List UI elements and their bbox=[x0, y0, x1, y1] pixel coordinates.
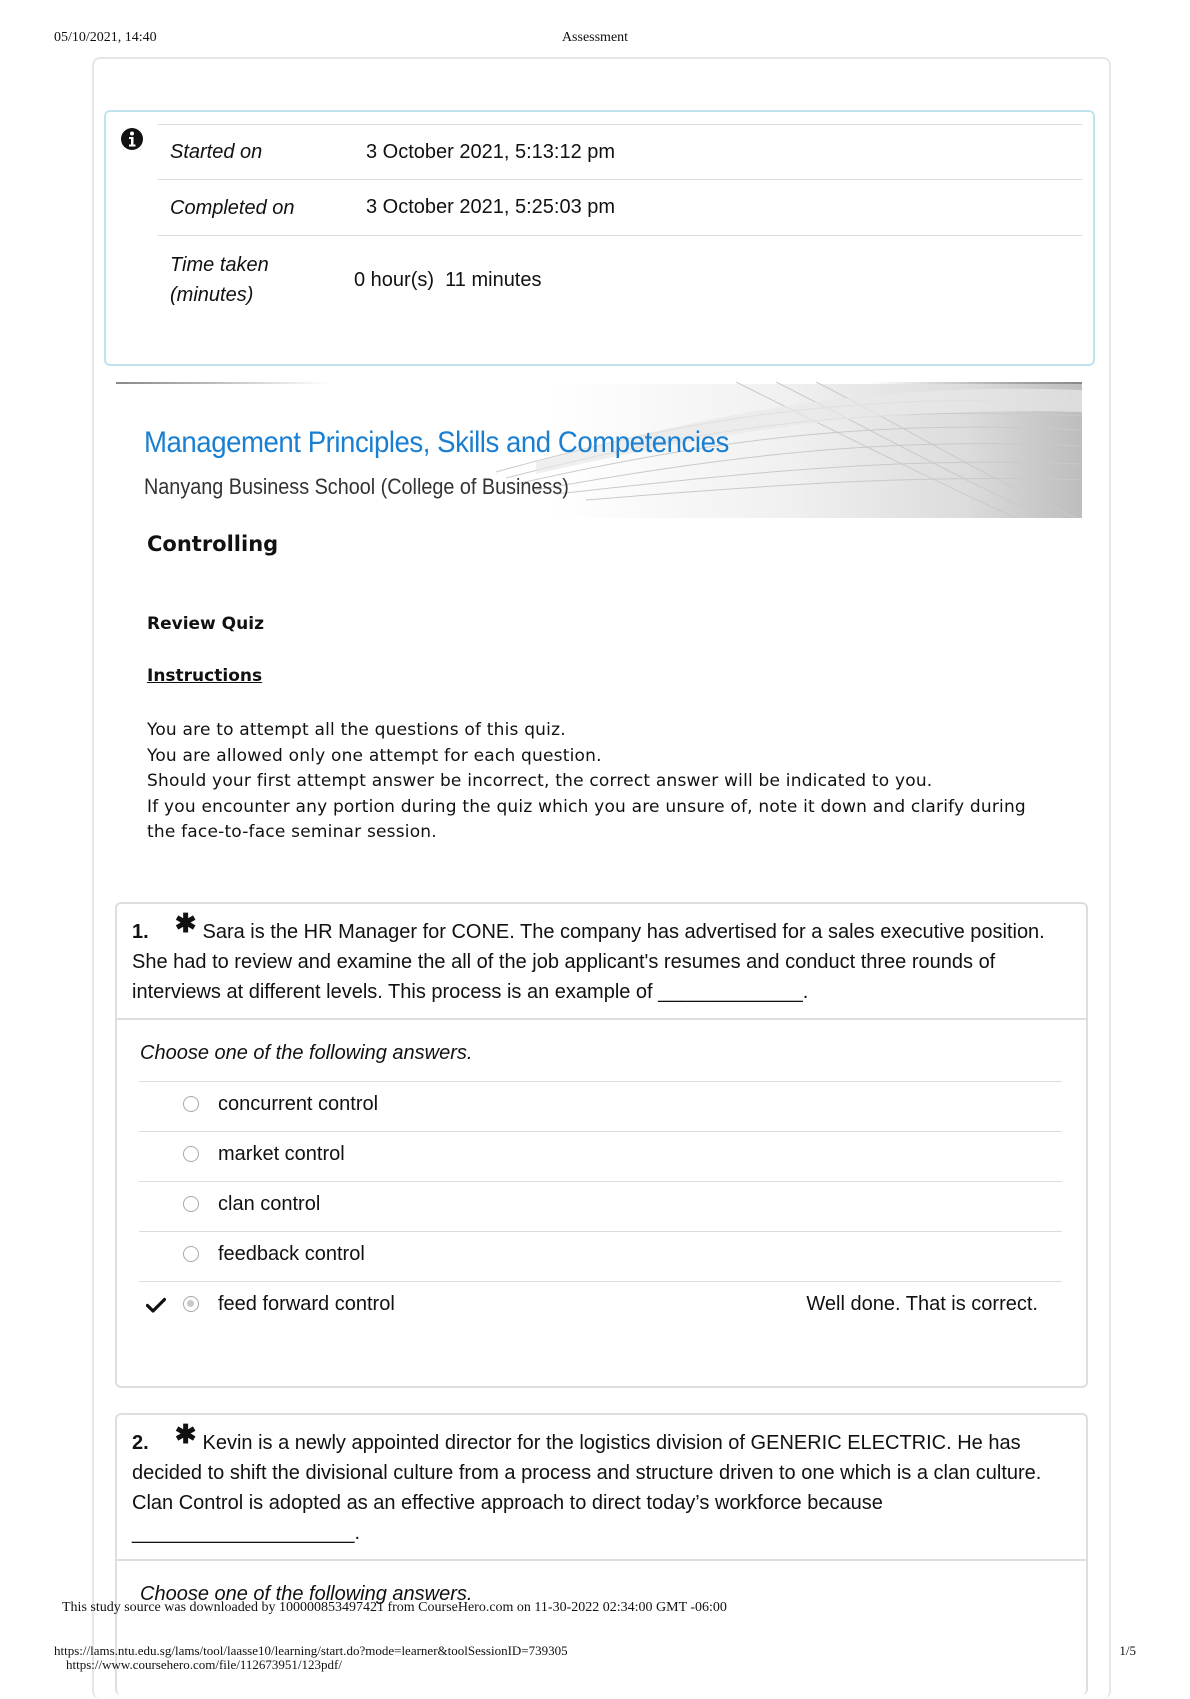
print-header bbox=[54, 30, 1136, 50]
radio-button[interactable] bbox=[183, 1196, 199, 1212]
print-date: 05/10/2021, 14:40 bbox=[54, 30, 157, 45]
question-stem: Sara is the HR Manager for CONE. The company has advertised for a sales executive position. She had to review and examine the all of the job applicant's resumes and conduct three rounds of interviews at different levels. This process is an example of _____________. bbox=[132, 921, 1045, 1003]
download-notice: This study source was downloaded by 100000853497421 from CourseHero.com on 11-30-2022 02:34:00 GMT -06:00 bbox=[62, 1600, 727, 1615]
source-url: https://www.coursehero.com/file/112673951/123pdf/ bbox=[66, 1657, 342, 1672]
answer-option[interactable] bbox=[139, 1131, 1062, 1181]
summary-value: 3 October 2021, 5:13:12 pm bbox=[366, 140, 616, 163]
summary-row-started bbox=[158, 125, 1082, 180]
summary-label: Time taken (minutes) bbox=[170, 254, 269, 306]
banner-subtitle: Nanyang Business School (College of Business) bbox=[144, 474, 569, 499]
answer-option[interactable] bbox=[139, 1181, 1062, 1231]
question-text bbox=[117, 1415, 1086, 1561]
answer-label: clan control bbox=[218, 1193, 321, 1215]
page-url: https://lams.ntu.edu.sg/lams/tool/laasse10/learning/start.do?mode=learner&toolSessionID=739305 bbox=[54, 1643, 568, 1658]
instruction-line: You are to attempt all the questions of this quiz. bbox=[147, 720, 566, 740]
answer-option[interactable] bbox=[139, 1081, 1062, 1131]
question-number: 1. bbox=[132, 921, 149, 943]
answer-label: feedback control bbox=[218, 1243, 365, 1265]
page-number: 1/5 bbox=[1119, 1643, 1136, 1658]
radio-button[interactable] bbox=[183, 1146, 199, 1162]
summary-value: 3 October 2021, 5:25:03 pm bbox=[366, 196, 616, 218]
question-number: 2. bbox=[132, 1432, 149, 1454]
page-title: Controlling bbox=[147, 532, 279, 556]
instruction-line: the face-to-face seminar session. bbox=[147, 822, 437, 842]
required-star-icon: ✱ bbox=[174, 908, 197, 938]
summary-row-completed bbox=[158, 180, 1082, 236]
radio-button[interactable] bbox=[183, 1096, 199, 1112]
summary-row-time-taken bbox=[158, 236, 1082, 324]
checkmark-icon bbox=[146, 1297, 166, 1313]
required-star-icon: ✱ bbox=[174, 1419, 197, 1449]
answer-prompt: Choose one of the following answers. bbox=[140, 1042, 473, 1064]
instruction-line: Should your first attempt answer be incorrect, the correct answer will be indicated to you. bbox=[147, 771, 933, 791]
answer-label: market control bbox=[218, 1143, 345, 1165]
summary-table bbox=[158, 124, 1082, 324]
answer-list bbox=[139, 1081, 1062, 1331]
summary-label: Completed on bbox=[170, 196, 295, 219]
answer-label: feed forward control bbox=[218, 1293, 395, 1315]
banner-title: Management Principles, Skills and Competencies bbox=[144, 426, 729, 459]
instruction-line: You are allowed only one attempt for each question. bbox=[147, 745, 602, 766]
answer-feedback: Well done. That is correct. bbox=[806, 1293, 1038, 1315]
answer-option[interactable] bbox=[139, 1231, 1062, 1281]
question-text bbox=[117, 904, 1086, 1020]
instructions-heading: Instructions bbox=[147, 666, 263, 686]
answer-option-selected[interactable] bbox=[139, 1281, 1062, 1331]
course-banner bbox=[116, 382, 1082, 518]
question-card bbox=[115, 902, 1088, 1388]
summary-value: 0 hour(s) 11 minutes bbox=[354, 268, 542, 291]
summary-label: Started on bbox=[170, 141, 263, 163]
instruction-line: If you encounter any portion during the quiz which you are unsure of, note it down and clarify during bbox=[147, 796, 1026, 817]
info-icon bbox=[120, 127, 144, 151]
section-heading: Review Quiz bbox=[147, 614, 264, 634]
print-title: Assessment bbox=[561, 30, 629, 45]
radio-button[interactable] bbox=[183, 1296, 199, 1312]
question-stem: Kevin is a newly appointed director for the logistics division of GENERIC ELECTRIC. He has decided to shift the divisional culture from a process and structure driven to one which is a clan culture. Clan Control is adopted as an effective approach to direct today’s workforce because ____________________. bbox=[132, 1432, 1042, 1544]
answer-label: concurrent control bbox=[218, 1093, 379, 1115]
radio-button[interactable] bbox=[183, 1246, 199, 1262]
attempt-summary bbox=[104, 110, 1095, 366]
instructions-text bbox=[147, 718, 1087, 846]
answer-prompt: Choose one of the following answers. bbox=[140, 1583, 473, 1605]
